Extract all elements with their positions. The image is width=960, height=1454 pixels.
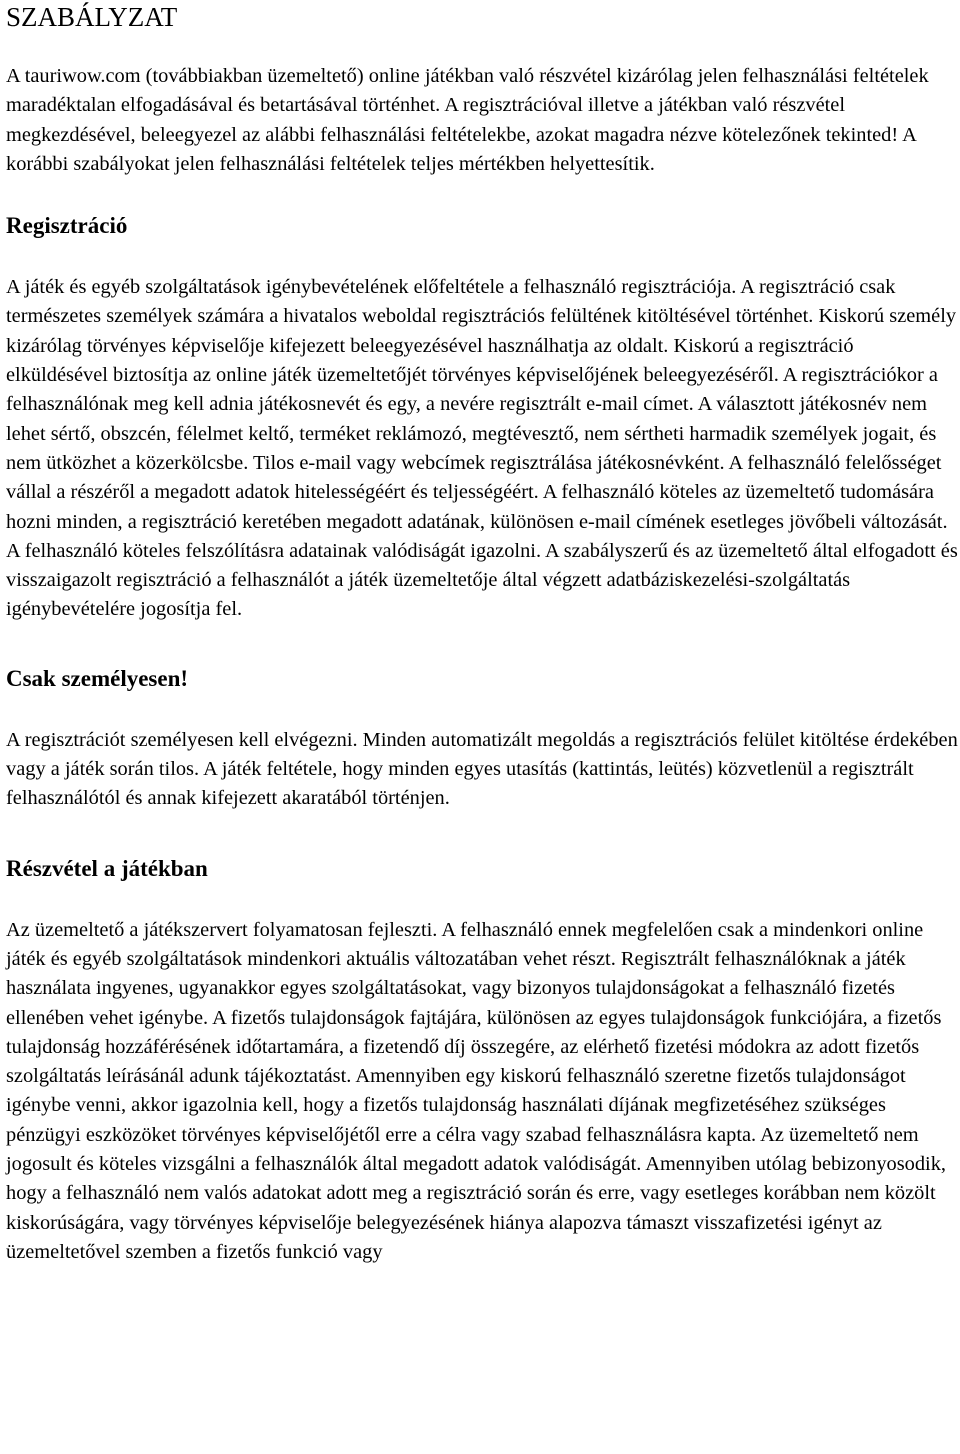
- section-text-reszvetel: Az üzemeltető a játékszervert folyamatosan fejleszti. A felhasználó ennek megfelelően csak a mindenkori online játék és egyéb szolgáltatások mindenkori aktuális változatában vehet részt. Regisztrált felhasználóknak a játék használata ingyenes, ugyanakkor egyes szolgáltatásokat, vagy bizonyos tulajdonságokat a felhasználó fizetés ellenében vehet igénybe. A fizetős tulajdonságok fajtájára, különösen az egyes tulajdonságok funkciójára, a fizetős tulajdonság hozzáférésének időtartamára, a fizetendő díj összegére, az elérhető fizetési módokra az adott fizetős szolgáltatás leírásánál adunk tájékoztatást. Amennyiben egy kiskorú felhasználó szeretne fizetős tulajdonságot igénybe venni, akkor igazolnia kell, hogy a fizetős tulajdonság használati díjának megfizetéséhez szükséges pénzügyi eszközöket törvényes képviselőjétől erre a célra vagy szabad felhasználásra kapta. Az üzemeltető nem jogosult és köteles vizsgálni a felhasználók által megadott adatok valódiságát. Amennyiben utólag bebizonyosodik, hogy a felhasználó nem valós adatokat adott meg a regisztráció során és erre, vagy esetleges korábban nem közölt kiskorúságára, vagy törvényes képviselője belegyezésének hiánya alapozva támaszt visszafizetési igényt az üzemeltetővel szemben a fizetős funkció vagy: [6, 918, 947, 1263]
- intro-paragraph: A tauriwow.com (továbbiakban üzemeltető) online játékban való részvétel kizárólag jelen felhasználási feltételek maradéktalan elfogadásával és betartásával történhet. A regisztrációval illetve a játékban való részvétel megkezdésével, beleegyezel az alábbi felhasználási feltételekbe, azokat magadra nézve kötelezőnek tekinted! A korábbi szabályokat jelen felhasználási feltételek teljes mértékben helyettesítik.: [6, 65, 929, 175]
- document-page: [6, 0, 958, 1267]
- section-text-csak-szemelyesen: A regisztrációt személyesen kell elvégezni. Minden automatizált megoldás a regisztrációs felület kitöltése érdekében vagy a játék során tilos. A játék feltétele, hogy minden egyes utasítás (kattintás, leütés) közvetlenül a regisztrált felhasználótól és annak kifejezett akaratából történjen.: [6, 728, 958, 810]
- section-heading-regisztracio: Regisztráció: [6, 213, 128, 239]
- document-title: SZABÁLYZAT: [6, 2, 178, 32]
- section-heading-csak-szemelyesen: Csak személyesen!: [6, 665, 189, 691]
- section-heading-reszvetel: Részvétel a játékban: [6, 855, 208, 881]
- section-text-regisztracio: A játék és egyéb szolgáltatások igénybevételének előfeltétele a felhasználó regisztrációja. A regisztráció csak természetes személyek számára a hivatalos weboldal regisztrációs felültének kitöltésével történhet. Kiskorú személy kizárólag törvényes képviselője kifejezett beleegyezésével használhatja az oldalt. Kiskorú a regisztráció elküldésével biztosítja az online játék üzemeltetőjét törvényes képviselőjének beleegyezéséről. A regisztrációkor a felhasználónak meg kell adnia játékosnevét és egy, a nevére regisztrált e-mail címet. A választott játékosnév nem lehet sértő, obszcén, félelmet keltő, terméket reklámozó, megtévesztő, nem sértheti harmadik személyek jogait, és nem ütközhet a közerkölcsbe. Tilos e-mail vagy webcímek regisztrálása játékosnévként. A felhasználó felelősséget vállal a részéről a megadott adatok hitelességéért és teljességéért. A felhasználó köteles az üzemeltető tudomására hozni minden, a regisztráció keretében megadott adatának, különösen e-mail címének esetleges jövőbeli változását. A felhasználó köteles felszólításra adatainak valódiságát igazolni. A szabályszerű és az üzemeltető által elfogadott és visszaigazolt regisztráció a felhasználót a játék üzemeltetője által végzett adatbáziskezelési-szolgáltatás igénybevételére jogosítja fel.: [6, 276, 958, 621]
